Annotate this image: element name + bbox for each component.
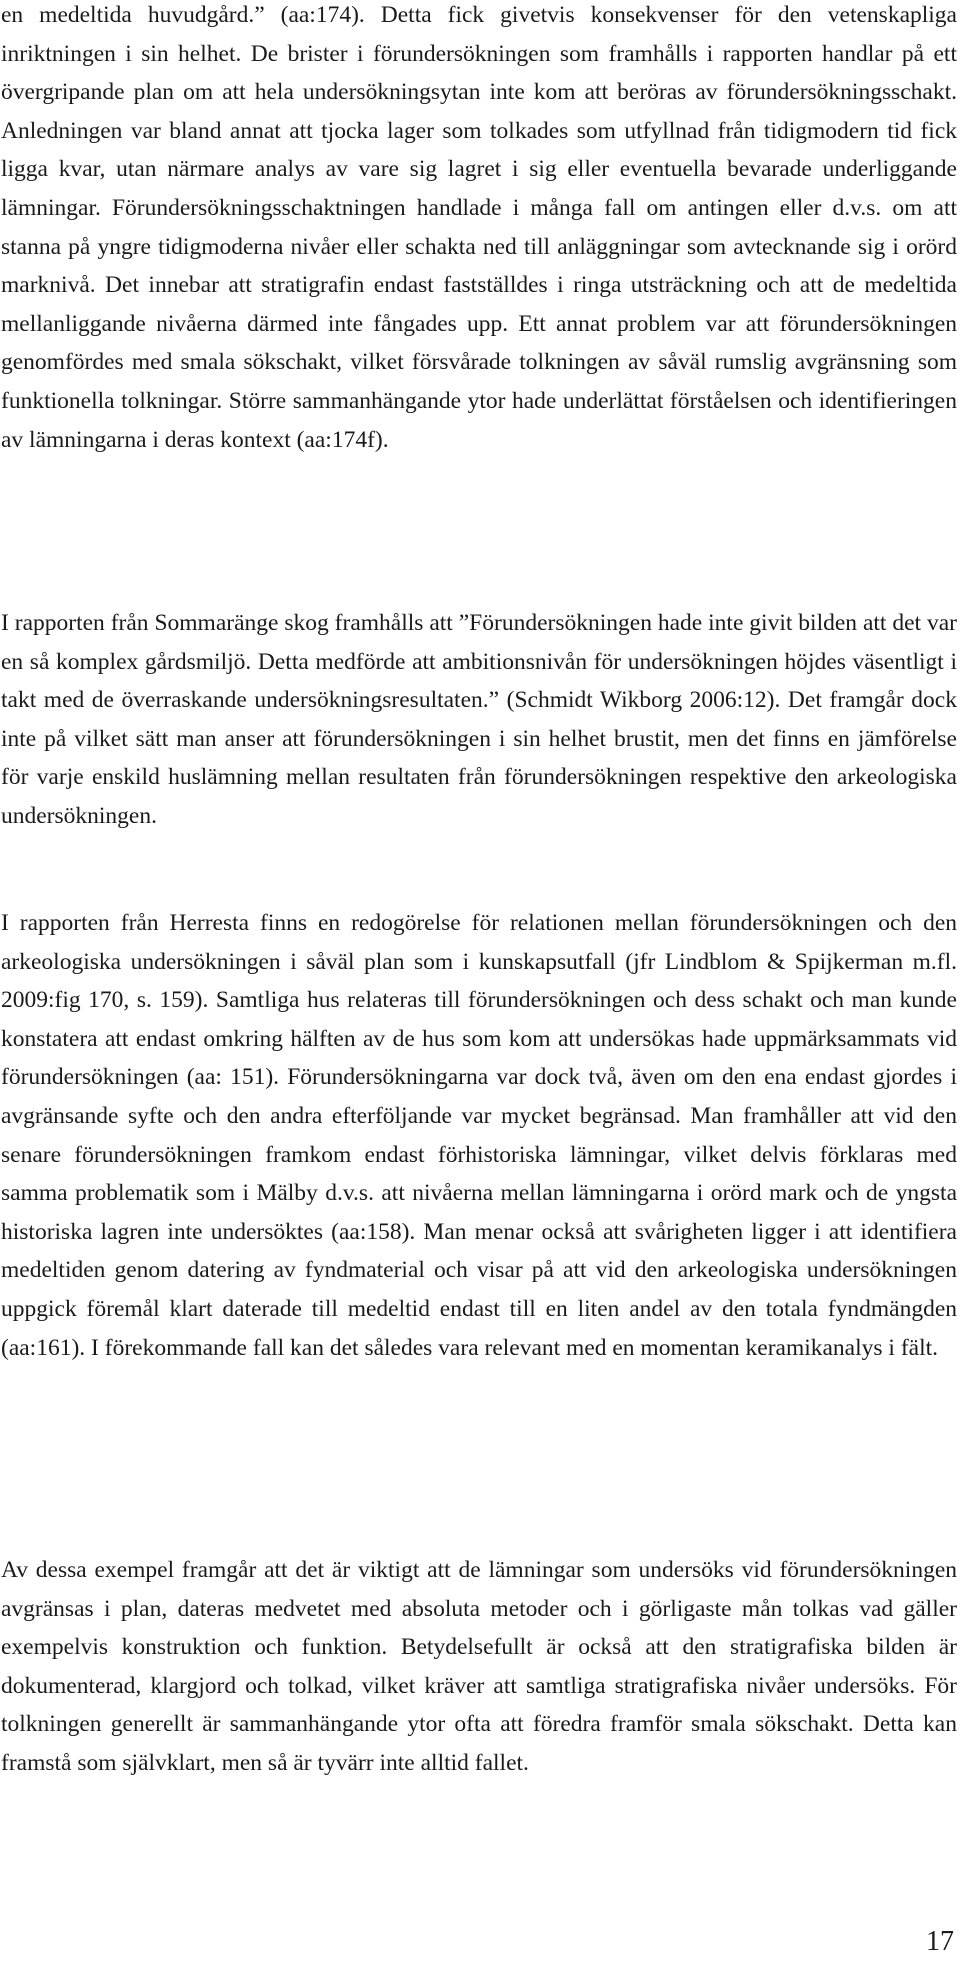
paragraph-4: Av dessa exempel framgår att det är viktigt att de lämningar som undersöks vid förundersökningen avgränsas i plan, dateras medvetet med absoluta metoder och i görligaste mån tolkas vad gäller exempelvis konstruktion och funktion. Betydelsefullt är också att den stratigrafiska bilden är dokumenterad, klargjord och tolkad, vilket kräver att samtliga stratigrafiska nivåer undersöks. För tolkningen generellt är sammanhängande ytor ofta att föredra framför smala sökschakt. Detta kan framstå som självklart, men så är tyvärr inte alltid fallet.	[1, 1557, 957, 1776]
page-number: 17	[926, 1926, 954, 1957]
paragraph-3: I rapporten från Herresta finns en redogörelse för relationen mellan förundersökningen och den arkeologiska undersökningen i såväl plan som i kunskapsutfall (jfr Lindblom & Spijkerman m.fl. 2009:fig 170, s. 159). Samtliga hus relateras till förundersökningen och dess schakt och man kunde konstatera att endast omkring hälften av de hus som kom att undersökas hade uppmärksammats vid förundersökningen (aa: 151). Förundersökningarna var dock två, även om den ena endast gjordes i avgränsande syfte och den andra efterföljande var mycket begränsad. Man framhåller att vid den senare förundersökningen framkom endast förhistoriska lämningar, vilket delvis förklaras med samma problematik som i Mälby d.v.s. att nivåerna mellan lämningarna i orörd mark och de yngsta historiska lagren inte undersöktes (aa:158). Man menar också att svårigheten ligger i att identifiera medeltiden genom datering av fyndmaterial och visar på att vid den arkeologiska undersökningen uppgick föremål klart daterade till medeltid endast till en liten andel av den totala fyndmängden (aa:161). I förekommande fall kan det således vara relevant med en momentan keramikanalys i fält.	[1, 910, 957, 1361]
paragraph-1: en medeltida huvudgård.” (aa:174). Detta fick givetvis konsekvenser för den vetenskapliga inriktningen i sin helhet. De brister i förundersökningen som framhålls i rapporten handlar på ett övergripande plan om att hela undersökningsytan inte kom att beröras av förundersökningsschakt. Anledningen var bland annat att tjocka lager som tolkades som utfyllnad från tidigmodern tid fick ligga kvar, utan närmare analys av vare sig lagret i sig eller eventuella bevarade underliggande lämningar. Förundersökningsschaktningen handlade i många fall om antingen eller d.v.s. om att stanna på yngre tidigmoderna nivåer eller schakta ned till anläggningar som avtecknande sig i orörd marknivå. Det innebar att stratigrafin endast fastställdes i ringa utsträckning och att de medeltida mellanliggande nivåerna därmed inte fångades upp. Ett annat problem var att förundersökningen genomfördes med smala sökschakt, vilket försvårade tolkningen av såväl rumslig avgränsning som funktionella tolkningar. Större sammanhängande ytor hade underlättat förståelsen och identifieringen av lämningarna i deras kontext (aa:174f).	[1, 2, 957, 453]
paragraph-2: I rapporten från Sommaränge skog framhålls att ”Förundersökningen hade inte givit bilden att det var en så komplex gårdsmiljö. Detta medförde att ambitionsnivån för undersökningen höjdes väsentligt i takt med de överraskande undersökningsresultaten.” (Schmidt Wikborg 2006:12). Det framgår dock inte på vilket sätt man anser att förundersökningen i sin helhet brustit, men det finns en jämförelse för varje enskild huslämning mellan resultaten från förundersökningen respektive den arkeologiska undersökningen.	[1, 610, 957, 829]
